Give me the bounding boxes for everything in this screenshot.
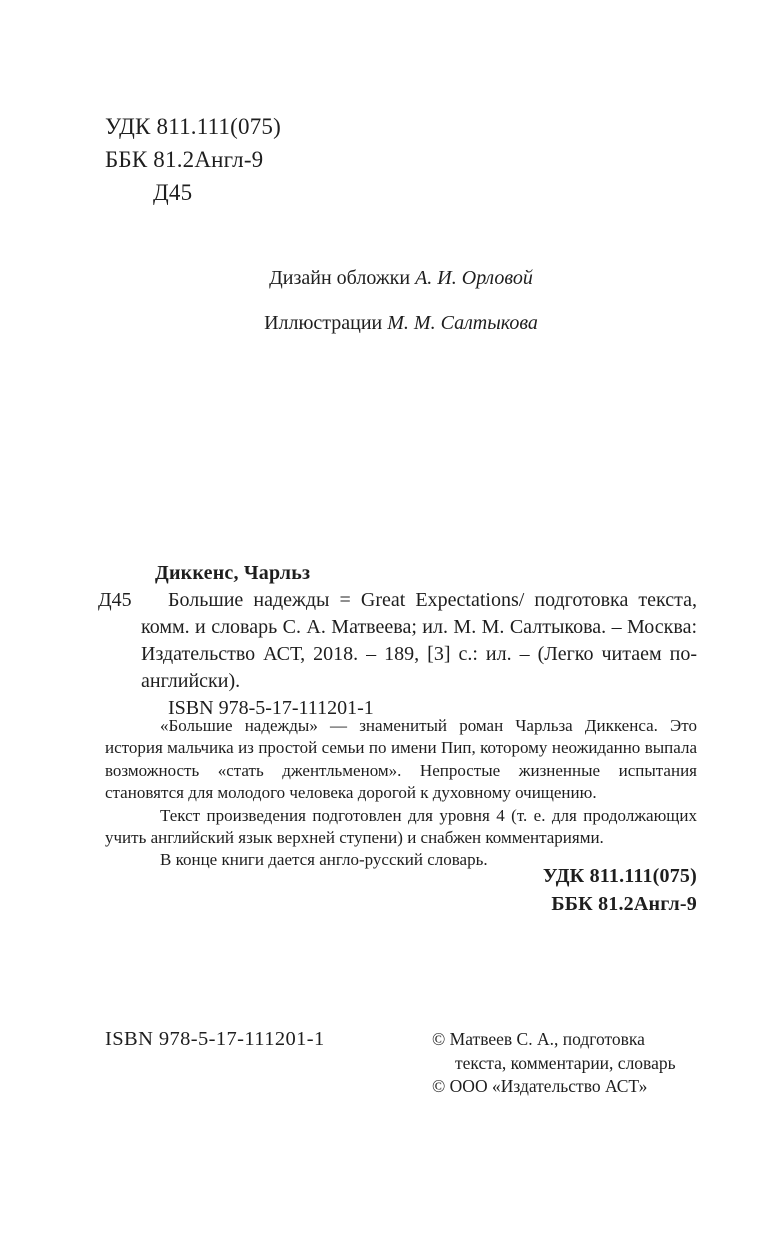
annotation-paragraph-2: Текст произведения подготовлен для уровня 4 (т. е. для продолжающих учить английский язык верхней ступени) и снабжен комментариями. bbox=[105, 805, 697, 848]
author-sign-margin: Д45 bbox=[98, 589, 132, 611]
author-heading: Диккенс, Чарльз bbox=[155, 562, 311, 584]
bbk-code: ББК 81.2Англ-9 bbox=[105, 147, 264, 172]
isbn-bottom: ISBN 978-5-17-111201-1 bbox=[105, 1028, 325, 1050]
bibliographic-description: Большие надежды = Great Expectations/ подготовка текста, комм. и словарь С. А. Матвеева; ил. М. М. Салтыкова. – Москва: Издательство АСТ, 2018. – 189, [3] с.: ил. – (Легко читаем по-английски). bbox=[141, 589, 697, 692]
cover-designer-name: А. И. Орловой bbox=[415, 267, 533, 289]
cover-design-label: Дизайн обложки bbox=[269, 267, 411, 289]
classification-block bbox=[105, 110, 281, 209]
annotation-block bbox=[105, 715, 697, 872]
catalog-entry bbox=[98, 587, 697, 695]
bottom-imprint-block bbox=[105, 1026, 697, 1096]
copyright-matveev: © Матвеев С. А., подготовка текста, комментарии, словарь bbox=[432, 1029, 676, 1073]
copyright-block bbox=[432, 1028, 700, 1099]
illustrator-name: М. М. Салтыкова bbox=[387, 312, 538, 334]
udc-code-right: УДК 811.111(075) bbox=[542, 865, 697, 887]
illustrations-credit bbox=[105, 311, 697, 335]
classification-right-block bbox=[105, 862, 697, 918]
annotation-paragraph-3: В конце книги дается англо-русский словарь. bbox=[160, 850, 488, 870]
credits-block bbox=[105, 266, 697, 356]
isbn-line: ISBN 978-5-17-111201-1 bbox=[168, 697, 374, 719]
copyright-ast: © ООО «Издательство АСТ» bbox=[432, 1076, 648, 1096]
bbk-code-right: ББК 81.2Англ-9 bbox=[551, 893, 697, 915]
cover-design-credit bbox=[105, 266, 697, 290]
illustrations-label: Иллюстрации bbox=[264, 312, 383, 334]
author-sign: Д45 bbox=[153, 180, 193, 205]
annotation-paragraph-1: «Большие надежды» — знаменитый роман Чарльза Диккенса. Это история мальчика из простой семьи по имени Пип, которому неожиданно выпала возможность «стать джентльменом». Непростые жизненные испытания становятся для молодого человека дорогой к духовному очищению. bbox=[105, 716, 697, 803]
catalog-card bbox=[98, 560, 697, 722]
udc-code: УДК 811.111(075) bbox=[105, 114, 281, 139]
